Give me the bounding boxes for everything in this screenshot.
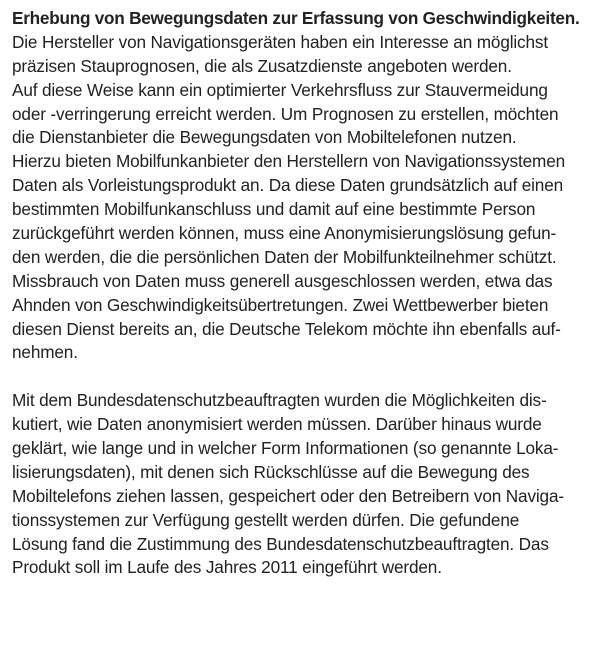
paragraph-line: die Dienstanbieter die Bewegungsdaten von Mobiltelefonen nutzen. (12, 127, 517, 148)
paragraph-line: Die Hersteller von Navigationsgeräten haben ein Interesse an möglichst (12, 31, 548, 52)
paragraph-line: diesen Dienst bereits an, die Deutsche Telekom möchte ihn ebenfalls auf- (12, 318, 561, 339)
paragraph-line: geklärt, wie lange und in welcher Form Informationen (so genannte Loka- (12, 438, 559, 459)
paragraph-line: tionssystemen zur Verfügung gestellt werden dürfen. Die gefundene (12, 509, 520, 530)
paragraph-2 (12, 389, 612, 580)
paragraph-gap (12, 365, 612, 389)
paragraph-line: kutiert, wie Daten anonymisiert werden müssen. Darüber hinaus wurde (12, 414, 542, 435)
paragraph-line: zurückgeführt werden können, muss eine Anonymisierungslösung gefun- (12, 223, 557, 244)
paragraph-line: lisierungsdaten), mit denen sich Rückschlüsse auf die Bewegung des (12, 461, 530, 482)
paragraph-1 (12, 31, 612, 365)
paragraph-line: Mit dem Bundesdatenschutzbeauftragten wurden die Möglichkeiten dis- (12, 390, 547, 411)
paragraph-line: Produkt soll im Laufe des Jahres 2011 eingeführt werden. (12, 557, 442, 578)
paragraph-line: Daten als Vorleistungsprodukt an. Da diese Daten grundsätzlich auf einen (12, 175, 564, 196)
paragraph-line: nehmen. (12, 342, 78, 363)
paragraph-line: Missbrauch von Daten muss generell ausgeschlossen werden, etwa das (12, 270, 553, 291)
paragraph-line: bestimmten Mobilfunkanschluss und damit auf eine bestimmte Person (12, 199, 536, 220)
paragraph-line: Auf diese Weise kann ein optimierter Verkehrsfluss zur Stauvermeidung (12, 79, 548, 100)
document-body (12, 7, 612, 580)
section-heading: Erhebung von Bewegungsdaten zur Erfassung von Geschwindigkeiten. (12, 8, 580, 28)
paragraph-line: den werden, die die persönlichen Daten der Mobilfunkteilnehmer schützt. (12, 246, 557, 267)
paragraph-line: Lösung fand die Zustimmung des Bundesdatenschutzbeauftragten. Das (12, 533, 549, 554)
paragraph-line: oder -verringerung erreicht werden. Um Prognosen zu erstellen, möchten (12, 103, 559, 124)
paragraph-line: Mobiltelefons ziehen lassen, gespeichert oder den Betreibern von Naviga- (12, 485, 564, 506)
paragraph-line: Ahnden von Geschwindigkeitsübertretungen. Zwei Wettbewerber bieten (12, 294, 549, 315)
paragraph-line: Hierzu bieten Mobilfunkanbieter den Herstellern von Navigationssystemen (12, 151, 566, 172)
paragraph-line: präzisen Stauprognosen, die als Zusatzdienste angeboten werden. (12, 55, 512, 76)
